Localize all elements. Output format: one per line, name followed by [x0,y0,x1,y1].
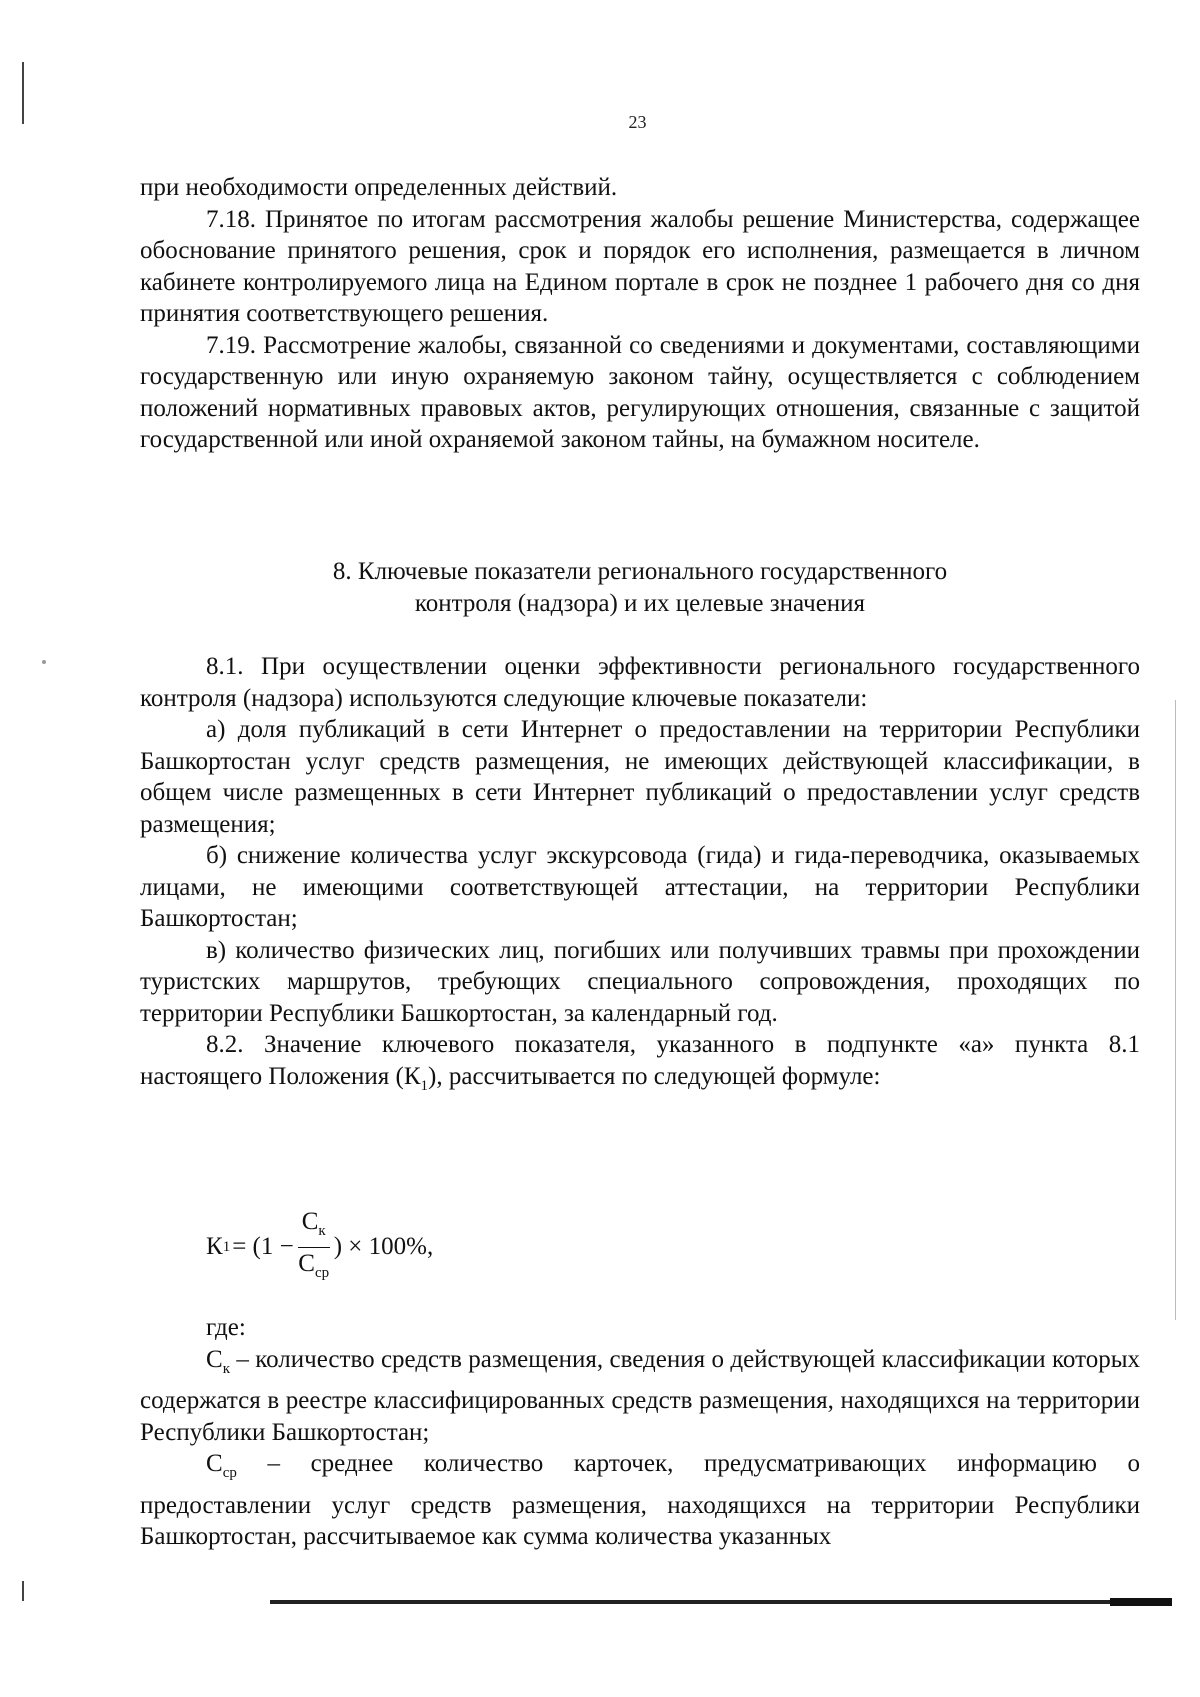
definition-csr [140,1448,1140,1553]
csr-sub: ср [222,1465,237,1481]
formula-lhs: К [206,1233,223,1260]
section-7-text [140,172,1140,456]
ck-symbol: С [206,1345,223,1373]
page-number: 23 [628,112,647,132]
denominator-sub: ср [314,1264,330,1281]
heading-line-1: 8. Ключевые показатели регионального государственного [332,558,948,585]
paragraph-8-2 [140,1029,1140,1102]
definition-ck [140,1344,1140,1449]
scan-mark-bottom [22,1581,24,1601]
scan-dot [42,660,46,664]
csr-text: – среднее количество карточек, предусматривающих информацию о предоставлении услуг средств размещения, находящихся на территории Республики Башкортостан, рассчитываемое как сумма количества указанных [140,1450,1140,1550]
item-a: а) доля публикаций в сети Интернет о предоставлении на территории Республики Башкортостан услуг средств размещения, не имеющих действующей классификации, в общем числе размещенных в сети Интернет публикаций о предоставлении услуг средств размещения; [140,716,1140,838]
numerator-sub: к [318,1222,326,1239]
definitions [140,1312,1140,1553]
section-8-heading [140,556,1140,620]
bottom-rule [270,1600,1170,1604]
formula-denominator [298,1248,329,1289]
heading-line-2: контроля (надзора) и их целевые значения [414,590,866,617]
formula-k1 [206,1202,433,1292]
p82-sub: 1 [420,1077,429,1094]
bottom-rule-end [1110,1598,1172,1606]
item-c: в) количество физических лиц, погибших или получивших травмы при прохождении туристских маршрутов, требующих специального сопровождения, проходящих по территории Республики Башкортостан, за календарный год. [140,936,1140,1027]
paragraph-7-18: 7.18. Принятое по итогам рассмотрения жалобы решение Министерства, содержащее обоснование принятого решения, срок и порядок его исполнения, размещается в личном кабинете контролируемого лица на Едином портале в срок не позднее 1 рабочего дня со дня принятия соответствующего решения. [140,205,1140,327]
formula-lhs-sub: 1 [222,1238,231,1255]
formula-eq-open: = (1 − [232,1233,294,1260]
numerator-symbol: С [301,1207,319,1235]
section-8-text [140,651,1140,1102]
paragraph-8-1: 8.1. При осуществлении оценки эффективности регионального государственного контроля (надзора) используются следующие ключевые показатели: [140,653,1140,712]
p82-text-before: 8.2. Значение ключевого показателя, указанного в подпункте «а» пункта 8.1 настоящего Положения (К [140,1031,1140,1090]
scan-margin-line [1175,700,1176,1320]
ck-sub: к [222,1360,230,1377]
denominator-symbol: С [298,1249,315,1277]
formula-fraction [298,1206,330,1289]
formula-numerator [298,1206,330,1248]
csr-symbol: С [206,1450,223,1477]
formula-tail: ) × 100%, [333,1233,434,1260]
paragraph: при необходимости определенных действий. [140,174,618,201]
paragraph-7-19: 7.19. Рассмотрение жалобы, связанной со сведениями и документами, составляющими государственную или иную охраняемую законом тайну, осуществляется с соблюдением положений нормативных правовых актов, регулирующих отношения, связанные с защитой государственной или иной охраняемой законом тайны, на бумажном носителе. [140,331,1140,453]
p82-text-after: ), рассчитывается по следующей формуле: [428,1062,881,1090]
ck-text: – количество средств размещения, сведения о действующей классификации которых содержатся в реестре классифицированных средств размещения, находящихся на территории Республики Башкортостан; [140,1345,1140,1446]
item-b: б) снижение количества услуг экскурсовода (гида) и гида-переводчика, оказываемых лицами, не имеющими соответствующей аттестации, на территории Республики Башкортостан; [140,842,1140,932]
where-label: где: [206,1314,246,1341]
